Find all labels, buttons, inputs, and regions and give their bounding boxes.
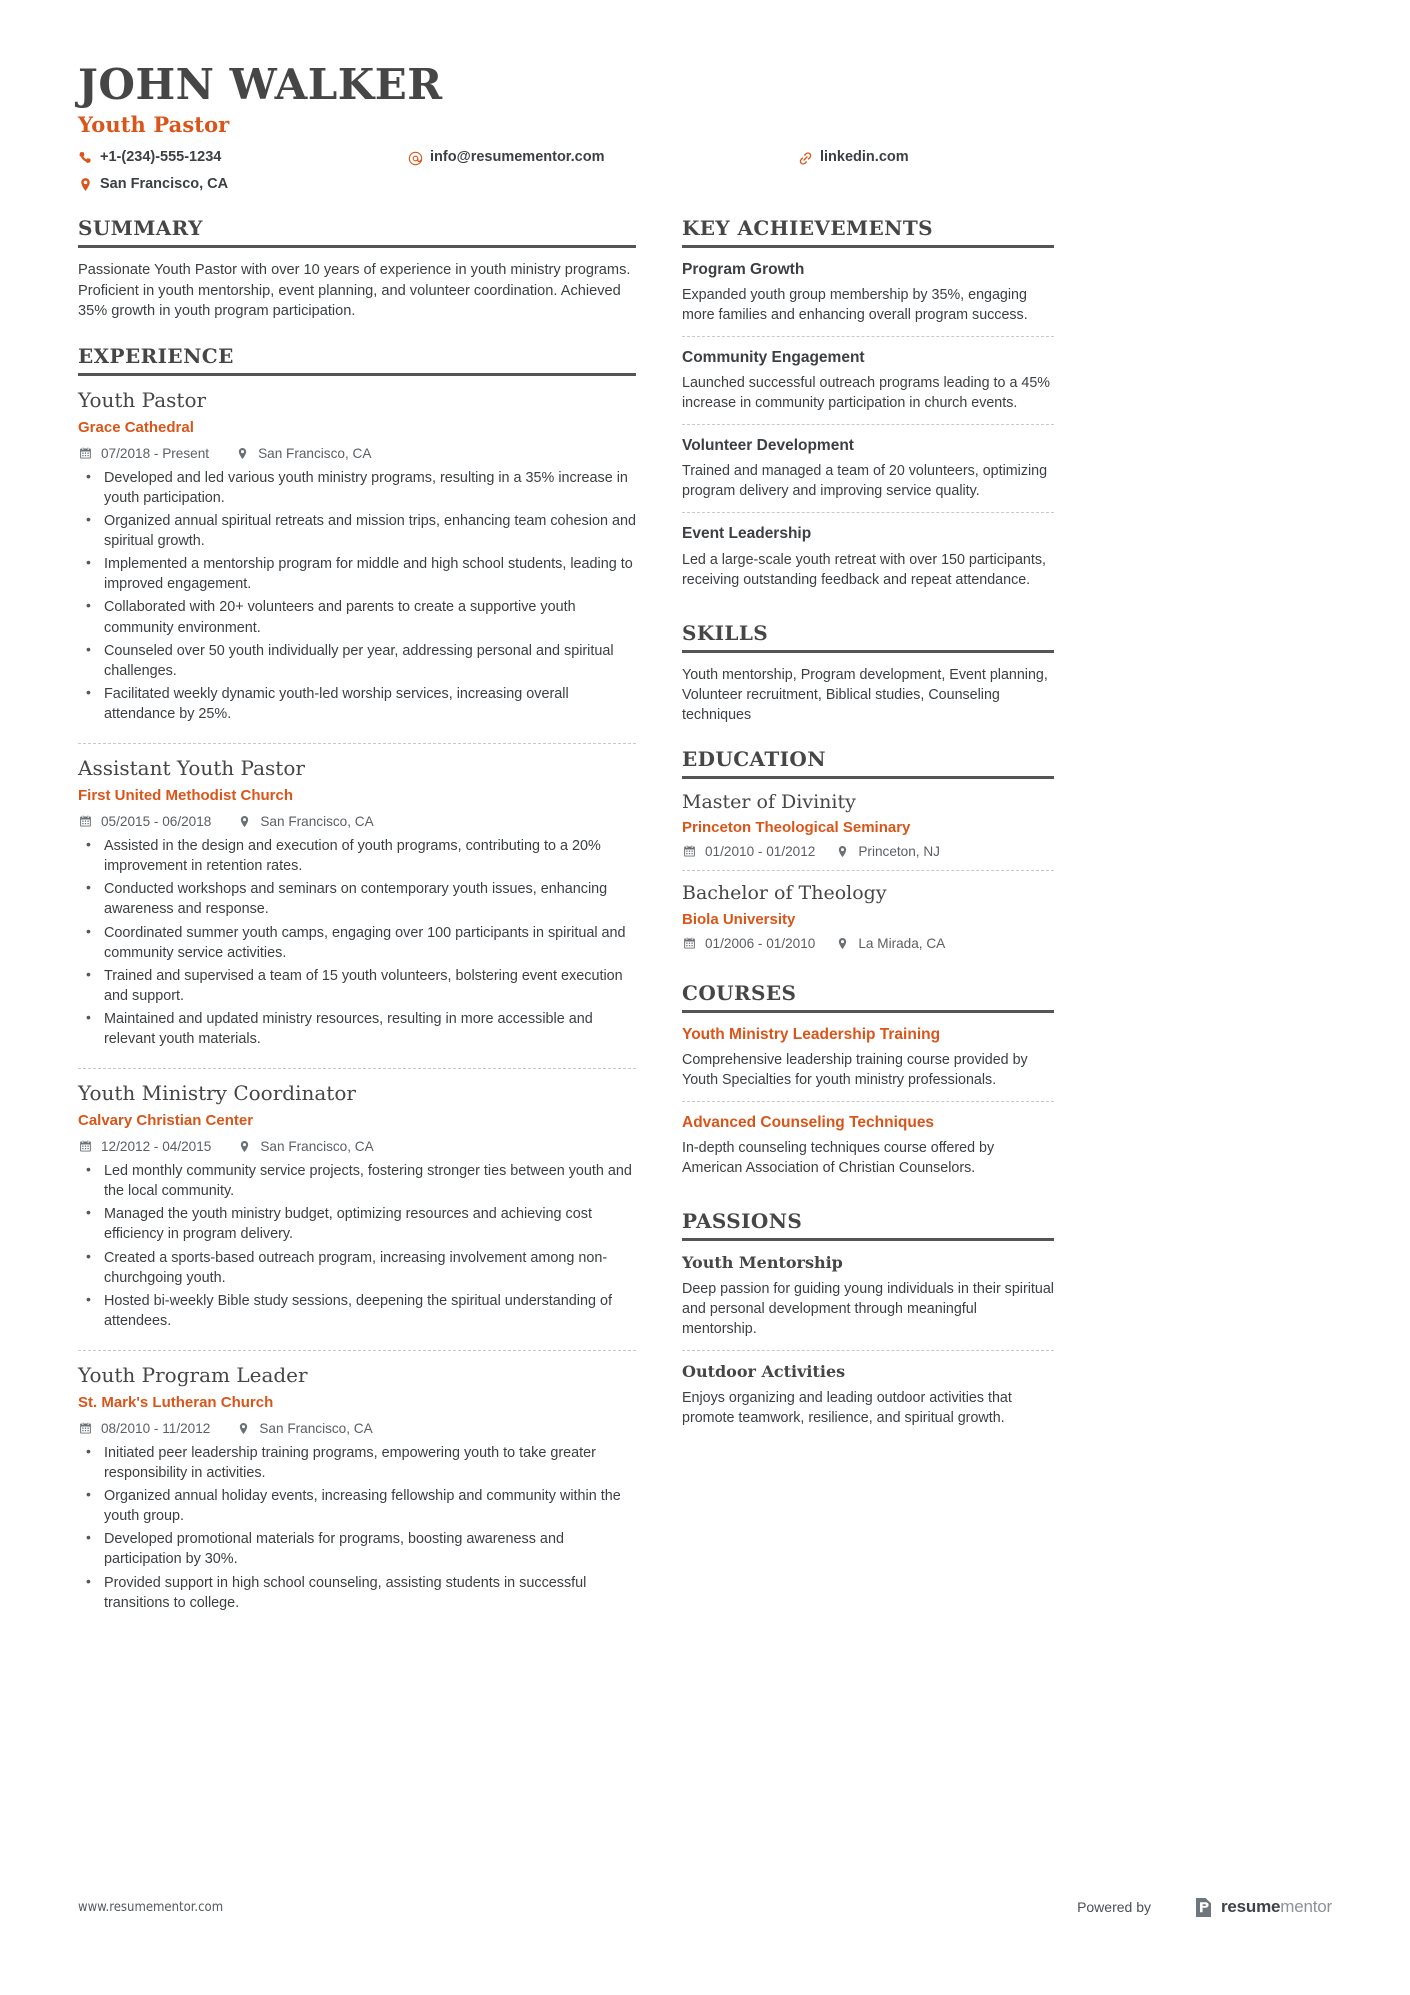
- contact-phone[interactable]: [78, 147, 408, 169]
- section-title-courses: COURSES: [682, 981, 797, 1006]
- list-item: • Conducted workshops and seminars on contemporary youth issues, enhancing awareness and response.: [78, 879, 636, 919]
- passion-item: [682, 1253, 1054, 1348]
- list-item: • Maintained and updated ministry resources, resulting in more accessible and relevant youth materials.: [78, 1009, 636, 1049]
- job-dates: [78, 1139, 211, 1154]
- section-courses: [682, 981, 1054, 1187]
- course-title: Advanced Counseling Techniques: [682, 1114, 935, 1132]
- powered-by-label: Powered by: [1077, 1899, 1151, 1915]
- education-dates: [682, 936, 815, 951]
- job-bullets: [78, 1443, 636, 1613]
- location-icon: [237, 1139, 252, 1154]
- list-item: • Organized annual holiday events, increasing fellowship and community within the youth group.: [78, 1486, 636, 1526]
- achievement-item: [682, 424, 1054, 510]
- experience-entry: [78, 1068, 636, 1340]
- job-location-text: San Francisco, CA: [259, 1420, 373, 1436]
- job-title: Youth Program Leader: [78, 1363, 308, 1388]
- job-dates-text: 08/2010 - 11/2012: [101, 1420, 211, 1436]
- section-title-skills: SKILLS: [682, 620, 769, 645]
- education-item: [682, 791, 1054, 868]
- job-location: [235, 446, 371, 461]
- job-location-text: San Francisco, CA: [260, 1138, 374, 1154]
- achievement-title: Volunteer Development: [682, 437, 854, 455]
- location-icon: [237, 814, 252, 829]
- section-title-key-achievements: KEY ACHIEVEMENTS: [682, 215, 933, 240]
- right-column: [682, 216, 1054, 1630]
- job-meta: [78, 446, 636, 461]
- calendar-icon: [78, 814, 93, 829]
- education-school: Biola University: [682, 911, 796, 929]
- achievement-item: [682, 260, 1054, 334]
- achievement-text: Launched successful outreach programs leading to a 45% increase in community participation in church events.: [682, 375, 1050, 412]
- footer-url[interactable]: www.resumementor.com: [78, 1899, 224, 1915]
- location-icon: [236, 1421, 251, 1436]
- list-item: • Initiated peer leadership training programs, empowering youth to take greater responsibility in activities.: [78, 1443, 636, 1483]
- section-rule: [682, 776, 1054, 779]
- summary-text: Passionate Youth Pastor with over 10 years of experience in youth ministry programs. Proficient in youth mentorship, event planning, and volunteer coordination. Achieved 35% growth in youth program participation.: [78, 261, 631, 320]
- achievement-title: Program Growth: [682, 260, 805, 278]
- logo-text-secondary: mentor: [1280, 1897, 1332, 1916]
- list-item: • Developed and led various youth ministry programs, resulting in a 35% increase in youth participation.: [78, 468, 636, 508]
- course-text: In-depth counseling techniques course offered by American Association of Christian Counselors.: [682, 1140, 995, 1177]
- calendar-icon: [682, 936, 697, 951]
- candidate-name: JOHN WALKER: [78, 60, 443, 109]
- education-degree: Bachelor of Theology: [682, 882, 887, 905]
- location-icon: [835, 844, 850, 859]
- left-column: [78, 216, 636, 1630]
- list-item: • Collaborated with 20+ volunteers and parents to create a supportive youth community environment.: [78, 597, 636, 637]
- section-skills: [682, 621, 1054, 725]
- achievement-title: Event Leadership: [682, 525, 812, 543]
- education-dates-text: 01/2010 - 01/2012: [705, 844, 816, 860]
- contact-list: [78, 147, 1332, 196]
- section-rule: [78, 245, 636, 248]
- job-organization: Calvary Christian Center: [78, 1112, 254, 1130]
- link-icon: [798, 151, 813, 166]
- list-item: • Organized annual spiritual retreats and mission trips, enhancing team cohesion and spiritual growth.: [78, 511, 636, 551]
- education-location: [835, 936, 945, 951]
- job-location: [237, 1139, 373, 1154]
- passion-text: Deep passion for guiding young individuals in their spiritual and personal development through meaningful mentorship.: [682, 1281, 1054, 1338]
- contact-location: [78, 174, 408, 196]
- education-degree: Master of Divinity: [682, 790, 856, 813]
- contact-phone-text: +1-(234)-555-1234: [100, 149, 222, 166]
- page-footer: [78, 1897, 1332, 1917]
- job-dates-text: 05/2015 - 06/2018: [101, 813, 212, 829]
- list-item: • Created a sports-based outreach program, increasing involvement among non-churchgoing youth.: [78, 1248, 636, 1288]
- skills-text: Youth mentorship, Program development, Event planning, Volunteer recruitment, Biblical studies, Counseling techniques: [682, 666, 1048, 723]
- list-item: • Facilitated weekly dynamic youth-led worship services, increasing overall attendance by 25%.: [78, 684, 636, 724]
- job-dates: [78, 1421, 210, 1436]
- course-title: Youth Ministry Leadership Training: [682, 1026, 941, 1044]
- job-location-text: San Francisco, CA: [260, 813, 374, 829]
- resumementor-mark-icon: [1195, 1898, 1212, 1917]
- logo-text: [1221, 1897, 1332, 1917]
- course-item: [682, 1025, 1054, 1099]
- list-item: • Trained and supervised a team of 15 youth volunteers, bolstering event execution and support.: [78, 966, 636, 1006]
- resumementor-logo: [1195, 1897, 1332, 1917]
- list-item: • Implemented a mentorship program for middle and high school students, leading to improved engagement.: [78, 554, 636, 594]
- education-dates: [682, 844, 815, 859]
- list-item: • Coordinated summer youth camps, engaging over 100 participants in spiritual and community service activities.: [78, 923, 636, 963]
- education-meta: [682, 936, 1054, 951]
- section-title-passions: PASSIONS: [682, 1209, 803, 1234]
- section-title-education: EDUCATION: [682, 746, 826, 771]
- experience-entry: [78, 388, 636, 733]
- list-item: • Hosted bi-weekly Bible study sessions, deepening the spiritual understanding of attendees.: [78, 1291, 636, 1331]
- education-school: Princeton Theological Seminary: [682, 819, 911, 837]
- job-title: Youth Ministry Coordinator: [78, 1081, 356, 1106]
- job-meta: [78, 1421, 636, 1436]
- job-location: [236, 1421, 372, 1436]
- job-organization: Grace Cathedral: [78, 419, 194, 437]
- achievement-text: Trained and managed a team of 20 volunteers, optimizing program delivery and improving service quality.: [682, 463, 1048, 500]
- list-item: • Counseled over 50 youth individually per year, addressing personal and spiritual challenges.: [78, 641, 636, 681]
- list-item: • Led monthly community service projects, fostering stronger ties between youth and the local community.: [78, 1161, 636, 1201]
- section-key-achievements: [682, 216, 1054, 599]
- logo-text-primary: resume: [1221, 1897, 1281, 1916]
- location-icon: [835, 936, 850, 951]
- education-location-text: La Mirada, CA: [858, 936, 946, 952]
- passion-item: [682, 1350, 1054, 1437]
- email-icon: [408, 151, 423, 166]
- contact-location-text: San Francisco, CA: [100, 176, 229, 193]
- achievement-text: Led a large-scale youth retreat with over 150 participants, receiving outstanding feedback and repeat attendance.: [682, 551, 1046, 588]
- passion-title: Outdoor Activities: [682, 1362, 846, 1382]
- course-item: [682, 1101, 1054, 1187]
- job-title: Assistant Youth Pastor: [78, 756, 305, 781]
- experience-entry: [78, 1350, 636, 1622]
- job-dates: [78, 446, 209, 461]
- section-rule: [682, 650, 1054, 653]
- section-experience: [78, 344, 636, 1622]
- job-location: [237, 814, 373, 829]
- job-bullets: [78, 1161, 636, 1331]
- section-rule: [682, 1238, 1054, 1241]
- achievement-title: Community Engagement: [682, 349, 865, 367]
- calendar-icon: [78, 446, 93, 461]
- achievement-item: [682, 336, 1054, 422]
- experience-entry: [78, 743, 636, 1058]
- education-meta: [682, 844, 1054, 859]
- education-location-text: Princeton, NJ: [858, 844, 940, 860]
- resume-header: [78, 62, 1332, 196]
- section-passions: [682, 1209, 1054, 1437]
- section-summary: [78, 216, 636, 322]
- phone-icon: [78, 151, 93, 166]
- contact-email[interactable]: [408, 147, 798, 169]
- section-education: [682, 747, 1054, 960]
- job-meta: [78, 1139, 636, 1154]
- job-bullets: [78, 836, 636, 1050]
- education-location: [835, 844, 940, 859]
- job-dates-text: 12/2012 - 04/2015: [101, 1138, 212, 1154]
- job-dates: [78, 814, 211, 829]
- course-text: Comprehensive leadership training course provided by Youth Specialties for youth ministry professionals.: [682, 1052, 1028, 1089]
- contact-link-text: linkedin.com: [820, 149, 909, 166]
- footer-branding: [1077, 1897, 1332, 1917]
- education-dates-text: 01/2006 - 01/2010: [705, 936, 816, 952]
- location-icon: [235, 446, 250, 461]
- job-bullets: [78, 468, 636, 725]
- job-location-text: San Francisco, CA: [258, 445, 372, 461]
- achievement-item: [682, 512, 1054, 598]
- job-meta: [78, 814, 636, 829]
- calendar-icon: [78, 1421, 93, 1436]
- passion-title: Youth Mentorship: [682, 1253, 843, 1273]
- passion-text: Enjoys organizing and leading outdoor activities that promote teamwork, resilience, and spiritual growth.: [682, 1390, 1012, 1427]
- section-rule: [682, 1010, 1054, 1013]
- section-title-experience: EXPERIENCE: [78, 344, 234, 369]
- section-rule: [682, 245, 1054, 248]
- contact-email-text: info@resumementor.com: [430, 149, 605, 166]
- calendar-icon: [682, 844, 697, 859]
- achievement-text: Expanded youth group membership by 35%, engaging more families and enhancing overall program success.: [682, 287, 1028, 324]
- list-item: • Developed promotional materials for programs, boosting awareness and participation by 30%.: [78, 1529, 636, 1569]
- job-organization: First United Methodist Church: [78, 787, 293, 805]
- job-dates-text: 07/2018 - Present: [101, 445, 210, 461]
- list-item: • Assisted in the design and execution of youth programs, contributing to a 20% improvement in retention rates.: [78, 836, 636, 876]
- candidate-role: Youth Pastor: [78, 112, 230, 138]
- section-title-summary: SUMMARY: [78, 215, 203, 240]
- section-rule: [78, 373, 636, 376]
- education-item: [682, 870, 1054, 959]
- job-title: Youth Pastor: [78, 388, 207, 413]
- location-icon: [78, 177, 93, 192]
- contact-link[interactable]: [798, 147, 1332, 169]
- calendar-icon: [78, 1139, 93, 1154]
- list-item: • Provided support in high school counseling, assisting students in successful transitions to college.: [78, 1573, 636, 1613]
- list-item: • Managed the youth ministry budget, optimizing resources and achieving cost efficiency in program delivery.: [78, 1204, 636, 1244]
- job-organization: St. Mark's Lutheran Church: [78, 1394, 274, 1412]
